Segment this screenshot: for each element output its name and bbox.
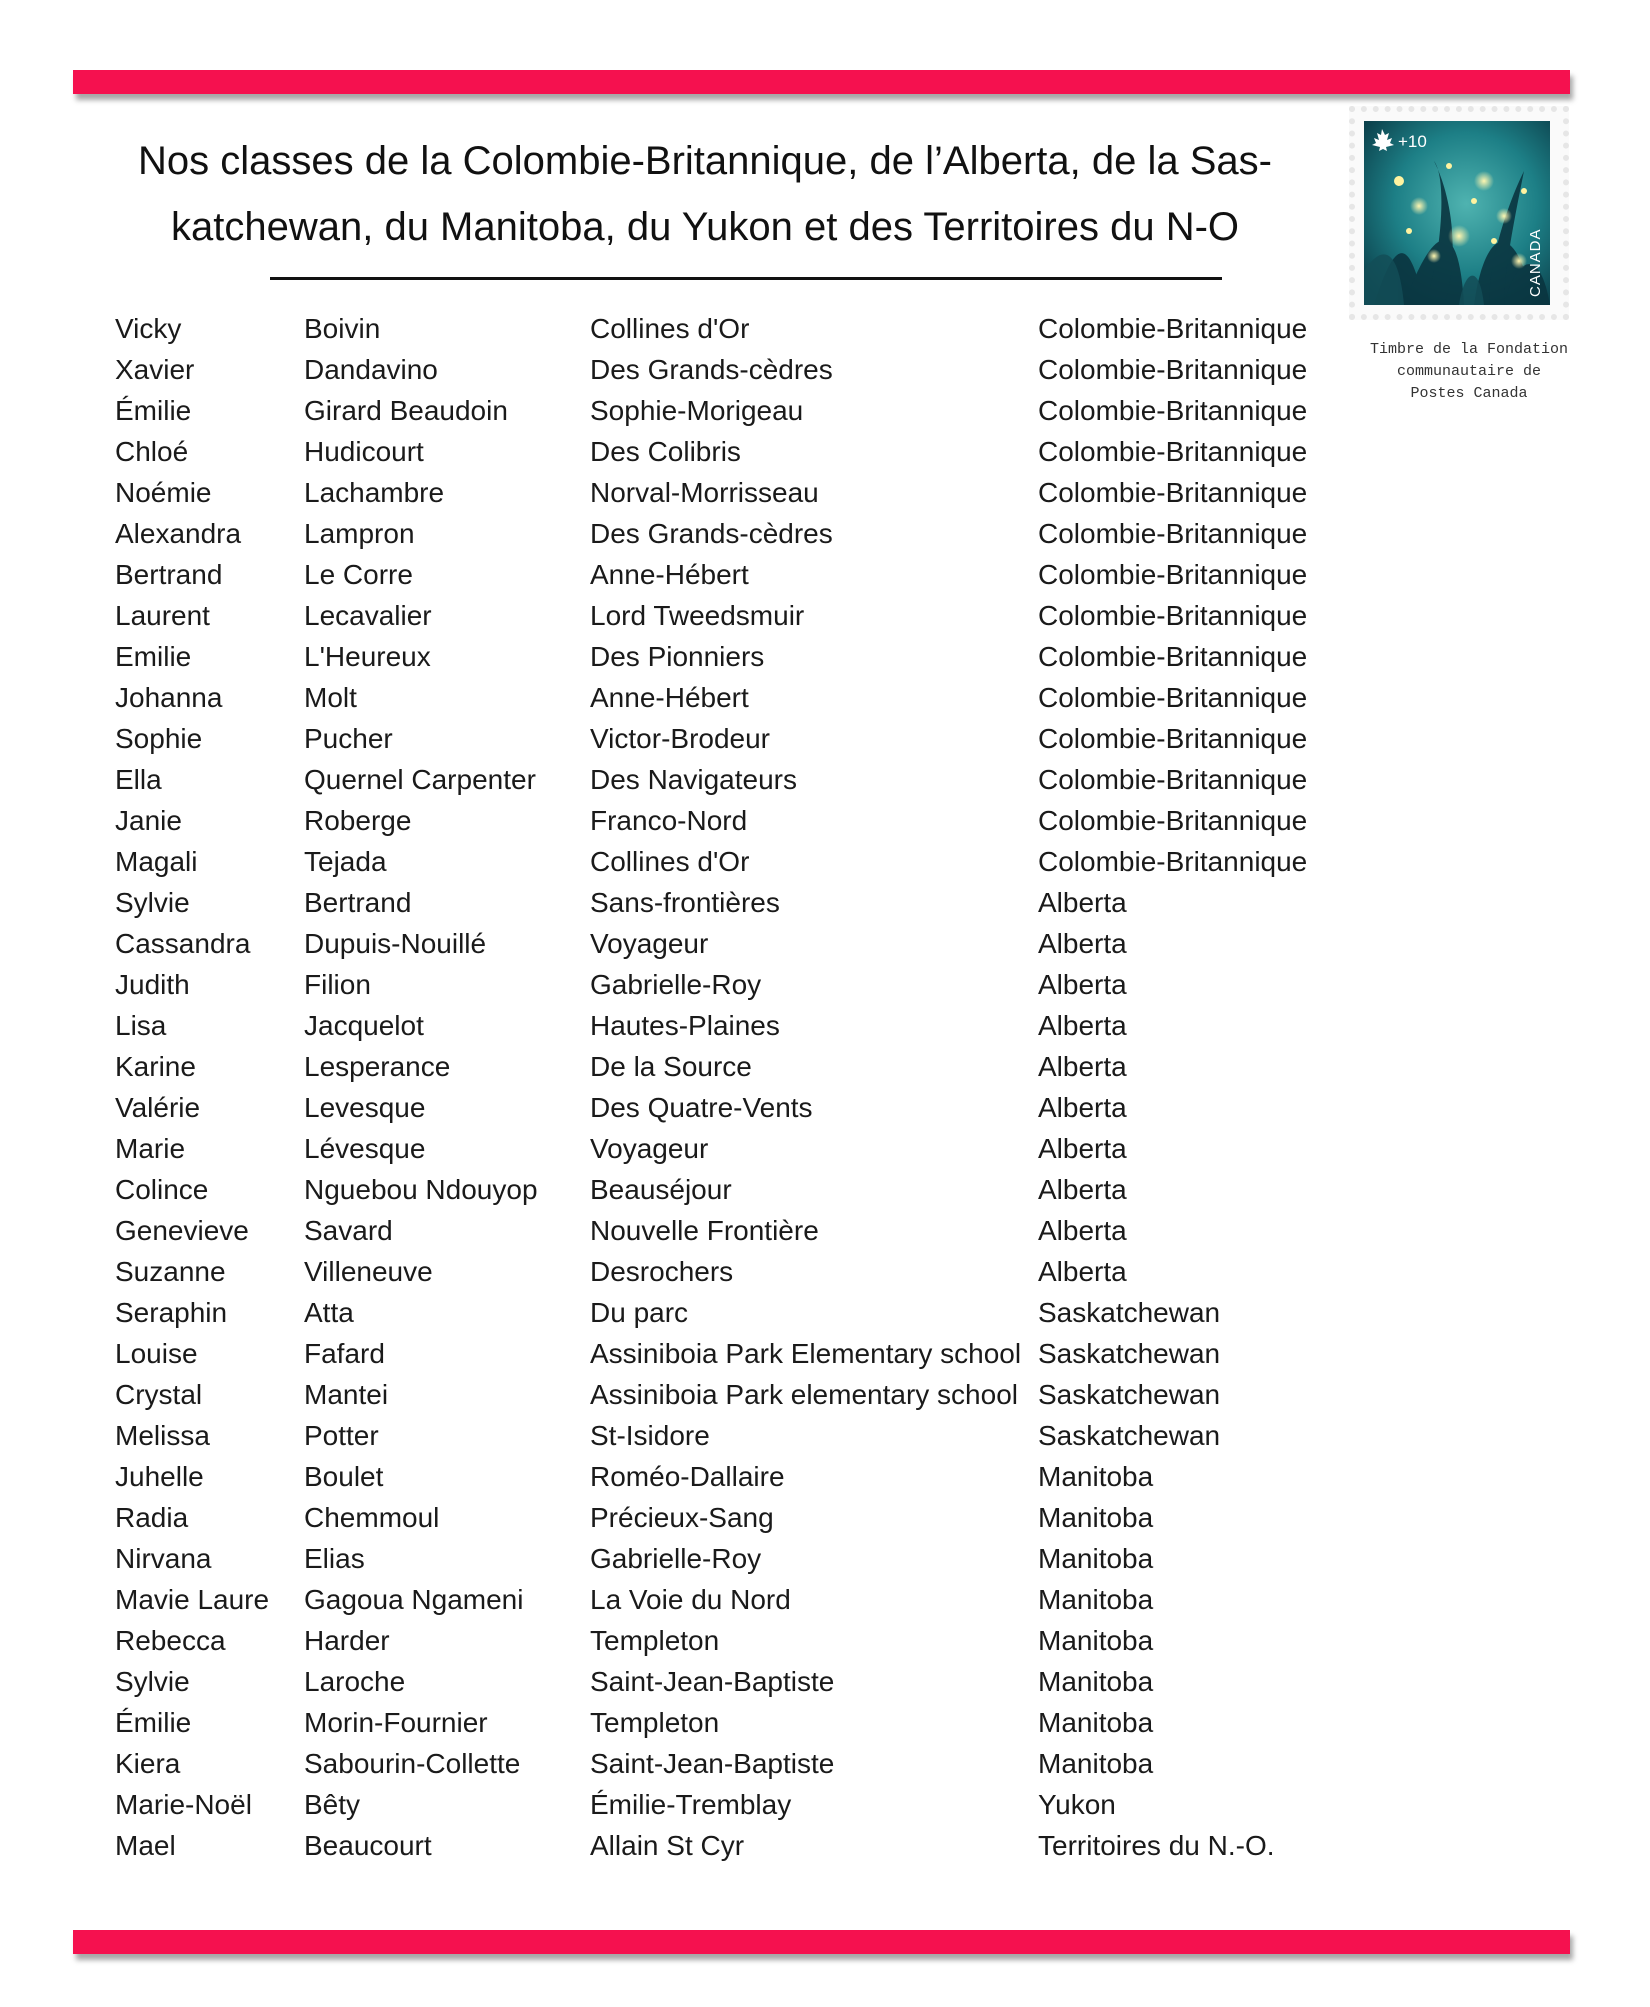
province-cell: Manitoba: [1038, 1706, 1154, 1738]
school-cell: Du parc: [590, 1296, 689, 1328]
table-row: [115, 800, 1345, 841]
province-cell: Colombie-Britannique: [1038, 435, 1308, 467]
province-cell: Saskatchewan: [1038, 1337, 1221, 1369]
first-name-cell: Vicky: [115, 312, 182, 344]
last-name-cell: Elias: [304, 1542, 365, 1574]
first-name-cell: Chloé: [115, 435, 189, 467]
school-cell: St-Isidore: [590, 1419, 710, 1451]
table-row: [115, 308, 1345, 349]
table-row: [115, 554, 1345, 595]
first-name-cell: Nirvana: [115, 1542, 212, 1574]
table-row: [115, 636, 1345, 677]
table-row: [115, 1169, 1345, 1210]
last-name-cell: Lachambre: [304, 476, 445, 508]
last-name-cell: Roberge: [304, 804, 412, 836]
school-cell: Roméo-Dallaire: [590, 1460, 785, 1492]
province-cell: Colombie-Britannique: [1038, 517, 1308, 549]
last-name-cell: Potter: [304, 1419, 379, 1451]
last-name-cell: Bêty: [304, 1788, 361, 1820]
province-cell: Manitoba: [1038, 1747, 1154, 1779]
last-name-cell: Molt: [304, 681, 357, 713]
table-row: [115, 923, 1345, 964]
last-name-cell: Mantei: [304, 1378, 389, 1410]
first-name-cell: Rebecca: [115, 1624, 226, 1656]
last-name-cell: Beaucourt: [304, 1829, 432, 1861]
first-name-cell: Crystal: [115, 1378, 203, 1410]
first-name-cell: Émilie: [115, 394, 192, 426]
table-row: [115, 677, 1345, 718]
school-cell: Émilie-Tremblay: [590, 1788, 792, 1820]
school-cell: Des Quatre-Vents: [590, 1091, 813, 1123]
last-name-cell: Lampron: [304, 517, 415, 549]
province-cell: Alberta: [1038, 1255, 1127, 1287]
table-row: [115, 1620, 1345, 1661]
table-row: [115, 1087, 1345, 1128]
postage-stamp-image: [1364, 121, 1550, 305]
province-cell: Alberta: [1038, 1009, 1127, 1041]
first-name-cell: Juhelle: [115, 1460, 204, 1492]
school-cell: Saint-Jean-Baptiste: [590, 1747, 835, 1779]
last-name-cell: Jacquelot: [304, 1009, 424, 1041]
school-cell: Hautes-Plaines: [590, 1009, 780, 1041]
first-name-cell: Radia: [115, 1501, 189, 1533]
province-cell: Colombie-Britannique: [1038, 558, 1308, 590]
table-row: [115, 1333, 1345, 1374]
table-row: [115, 1128, 1345, 1169]
last-name-cell: Laroche: [304, 1665, 406, 1697]
first-name-cell: Janie: [115, 804, 182, 836]
province-cell: Saskatchewan: [1038, 1419, 1221, 1451]
school-cell: Assiniboia Park Elementary school: [590, 1337, 1022, 1369]
first-name-cell: Sylvie: [115, 886, 190, 918]
top-accent-bar: [73, 70, 1570, 94]
school-cell: Des Colibris: [590, 435, 741, 467]
table-row: [115, 595, 1345, 636]
province-cell: Manitoba: [1038, 1542, 1154, 1574]
first-name-cell: Ella: [115, 763, 162, 795]
page-title: [110, 128, 1300, 260]
first-name-cell: Emilie: [115, 640, 192, 672]
province-cell: Colombie-Britannique: [1038, 804, 1308, 836]
province-cell: Alberta: [1038, 1173, 1127, 1205]
last-name-cell: Atta: [304, 1296, 354, 1328]
last-name-cell: Nguebou Ndouyop: [304, 1173, 538, 1205]
last-name-cell: Boulet: [304, 1460, 384, 1492]
first-name-cell: Cassandra: [115, 927, 251, 959]
stamp-value-label: +10: [1398, 132, 1427, 151]
first-name-cell: Seraphin: [115, 1296, 228, 1328]
first-name-cell: Sylvie: [115, 1665, 190, 1697]
class-roster-table: [115, 308, 1345, 1866]
school-cell: Allain St Cyr: [590, 1829, 745, 1861]
first-name-cell: Marie-Noël: [115, 1788, 252, 1820]
school-cell: Des Grands-cèdres: [590, 353, 833, 385]
school-cell: Collines d'Or: [590, 312, 750, 344]
stamp-caption-line-3: Postes Canada: [1410, 385, 1528, 402]
province-cell: Alberta: [1038, 1091, 1127, 1123]
table-row: [115, 1456, 1345, 1497]
province-cell: Manitoba: [1038, 1583, 1154, 1615]
first-name-cell: Karine: [115, 1050, 196, 1082]
first-name-cell: Mavie Laure: [115, 1583, 270, 1615]
page-title-line-1: Nos classes de la Colombie-Britannique, de l’Alberta, de la Sas-: [138, 139, 1272, 183]
table-row: [115, 472, 1345, 513]
first-name-cell: Valérie: [115, 1091, 201, 1123]
last-name-cell: Filion: [304, 968, 371, 1000]
province-cell: Territoires du N.-O.: [1038, 1829, 1275, 1861]
table-row: [115, 759, 1345, 800]
school-cell: Des Navigateurs: [590, 763, 797, 795]
province-cell: Colombie-Britannique: [1038, 353, 1308, 385]
table-row: [115, 1784, 1345, 1825]
last-name-cell: Chemmoul: [304, 1501, 440, 1533]
school-cell: Templeton: [590, 1624, 720, 1656]
last-name-cell: Dandavino: [304, 353, 438, 385]
province-cell: Colombie-Britannique: [1038, 845, 1308, 877]
table-row: [115, 1497, 1345, 1538]
school-cell: Voyageur: [590, 927, 709, 959]
first-name-cell: Magali: [115, 845, 198, 877]
first-name-cell: Louise: [115, 1337, 198, 1369]
last-name-cell: Lesperance: [304, 1050, 451, 1082]
first-name-cell: Laurent: [115, 599, 210, 631]
first-name-cell: Johanna: [115, 681, 223, 713]
school-cell: Sans-frontières: [590, 886, 780, 918]
last-name-cell: Pucher: [304, 722, 393, 754]
province-cell: Colombie-Britannique: [1038, 394, 1308, 426]
school-cell: Gabrielle-Roy: [590, 968, 762, 1000]
table-row: [115, 1210, 1345, 1251]
province-cell: Manitoba: [1038, 1665, 1154, 1697]
school-cell: De la Source: [590, 1050, 752, 1082]
province-cell: Alberta: [1038, 1214, 1127, 1246]
stamp-caption-line-2: communautaire de: [1396, 363, 1542, 380]
province-cell: Colombie-Britannique: [1038, 599, 1308, 631]
table-row: [115, 1743, 1345, 1784]
province-cell: Alberta: [1038, 886, 1127, 918]
school-cell: Sophie-Morigeau: [590, 394, 804, 426]
province-cell: Alberta: [1038, 927, 1127, 959]
table-row: [115, 1374, 1345, 1415]
school-cell: Templeton: [590, 1706, 720, 1738]
province-cell: Colombie-Britannique: [1038, 476, 1308, 508]
table-row: [115, 1825, 1345, 1866]
province-cell: Yukon: [1038, 1788, 1116, 1820]
province-cell: Colombie-Britannique: [1038, 312, 1308, 344]
last-name-cell: Boivin: [304, 312, 381, 344]
first-name-cell: Judith: [115, 968, 190, 1000]
table-row: [115, 1538, 1345, 1579]
table-row: [115, 1702, 1345, 1743]
table-row: [115, 1005, 1345, 1046]
last-name-cell: Hudicourt: [304, 435, 424, 467]
school-cell: Des Grands-cèdres: [590, 517, 833, 549]
first-name-cell: Genevieve: [115, 1214, 249, 1246]
table-row: [115, 1292, 1345, 1333]
province-cell: Manitoba: [1038, 1624, 1154, 1656]
school-cell: Desrochers: [590, 1255, 734, 1287]
school-cell: Norval-Morrisseau: [590, 476, 819, 508]
table-row: [115, 349, 1345, 390]
last-name-cell: Levesque: [304, 1091, 426, 1123]
school-cell: Voyageur: [590, 1132, 709, 1164]
province-cell: Alberta: [1038, 1050, 1127, 1082]
first-name-cell: Noémie: [115, 476, 212, 508]
first-name-cell: Émilie: [115, 1706, 192, 1738]
school-cell: Saint-Jean-Baptiste: [590, 1665, 835, 1697]
stamp-caption: [1355, 339, 1583, 405]
last-name-cell: Savard: [304, 1214, 393, 1246]
school-cell: Anne-Hébert: [590, 681, 749, 713]
first-name-cell: Lisa: [115, 1009, 167, 1041]
school-cell: Gabrielle-Roy: [590, 1542, 762, 1574]
title-underline: [270, 277, 1222, 280]
province-cell: Alberta: [1038, 1132, 1127, 1164]
last-name-cell: Dupuis-Nouillé: [304, 927, 487, 959]
table-row: [115, 882, 1345, 923]
first-name-cell: Bertrand: [115, 558, 223, 590]
first-name-cell: Sophie: [115, 722, 203, 754]
first-name-cell: Marie: [115, 1132, 186, 1164]
stamp-country-label: CANADA: [1527, 228, 1544, 297]
table-row: [115, 1661, 1345, 1702]
last-name-cell: Tejada: [304, 845, 387, 877]
school-cell: Assiniboia Park elementary school: [590, 1378, 1018, 1410]
school-cell: Lord Tweedsmuir: [590, 599, 805, 631]
school-cell: Beauséjour: [590, 1173, 732, 1205]
table-row: [115, 1579, 1345, 1620]
bottom-accent-bar: [73, 1930, 1570, 1954]
province-cell: Colombie-Britannique: [1038, 640, 1308, 672]
province-cell: Saskatchewan: [1038, 1378, 1221, 1410]
province-cell: Colombie-Britannique: [1038, 763, 1308, 795]
last-name-cell: Harder: [304, 1624, 390, 1656]
school-cell: Précieux-Sang: [590, 1501, 774, 1533]
province-cell: Colombie-Britannique: [1038, 681, 1308, 713]
first-name-cell: Melissa: [115, 1419, 210, 1451]
last-name-cell: Lecavalier: [304, 599, 432, 631]
table-row: [115, 1046, 1345, 1087]
province-cell: Saskatchewan: [1038, 1296, 1221, 1328]
last-name-cell: Villeneuve: [304, 1255, 433, 1287]
school-cell: Anne-Hébert: [590, 558, 749, 590]
province-cell: Colombie-Britannique: [1038, 722, 1308, 754]
last-name-cell: Morin-Fournier: [304, 1706, 488, 1738]
first-name-cell: Suzanne: [115, 1255, 226, 1287]
last-name-cell: Bertrand: [304, 886, 412, 918]
last-name-cell: L'Heureux: [304, 640, 431, 672]
first-name-cell: Mael: [115, 1829, 176, 1861]
first-name-cell: Colince: [115, 1173, 209, 1205]
province-cell: Manitoba: [1038, 1460, 1154, 1492]
table-row: [115, 1415, 1345, 1456]
last-name-cell: Gagoua Ngameni: [304, 1583, 524, 1615]
school-cell: Collines d'Or: [590, 845, 750, 877]
last-name-cell: Le Corre: [304, 558, 413, 590]
first-name-cell: Xavier: [115, 353, 195, 385]
province-cell: Alberta: [1038, 968, 1127, 1000]
school-cell: Franco-Nord: [590, 804, 748, 836]
first-name-cell: Alexandra: [115, 517, 242, 549]
last-name-cell: Fafard: [304, 1337, 385, 1369]
school-cell: Victor-Brodeur: [590, 722, 771, 754]
last-name-cell: Girard Beaudoin: [304, 394, 508, 426]
school-cell: Nouvelle Frontière: [590, 1214, 819, 1246]
stamp-caption-line-1: Timbre de la Fondation: [1369, 341, 1569, 358]
table-row: [115, 513, 1345, 554]
page-title-line-2: katchewan, du Manitoba, du Yukon et des Territoires du N-O: [170, 205, 1240, 249]
province-cell: Manitoba: [1038, 1501, 1154, 1533]
last-name-cell: Sabourin-Collette: [304, 1747, 521, 1779]
table-row: [115, 1251, 1345, 1292]
school-cell: La Voie du Nord: [590, 1583, 791, 1615]
table-row: [115, 841, 1345, 882]
last-name-cell: Quernel Carpenter: [304, 763, 536, 795]
school-cell: Des Pionniers: [590, 640, 765, 672]
table-row: [115, 431, 1345, 472]
last-name-cell: Lévesque: [304, 1132, 426, 1164]
table-row: [115, 390, 1345, 431]
table-row: [115, 964, 1345, 1005]
table-row: [115, 718, 1345, 759]
first-name-cell: Kiera: [115, 1747, 181, 1779]
